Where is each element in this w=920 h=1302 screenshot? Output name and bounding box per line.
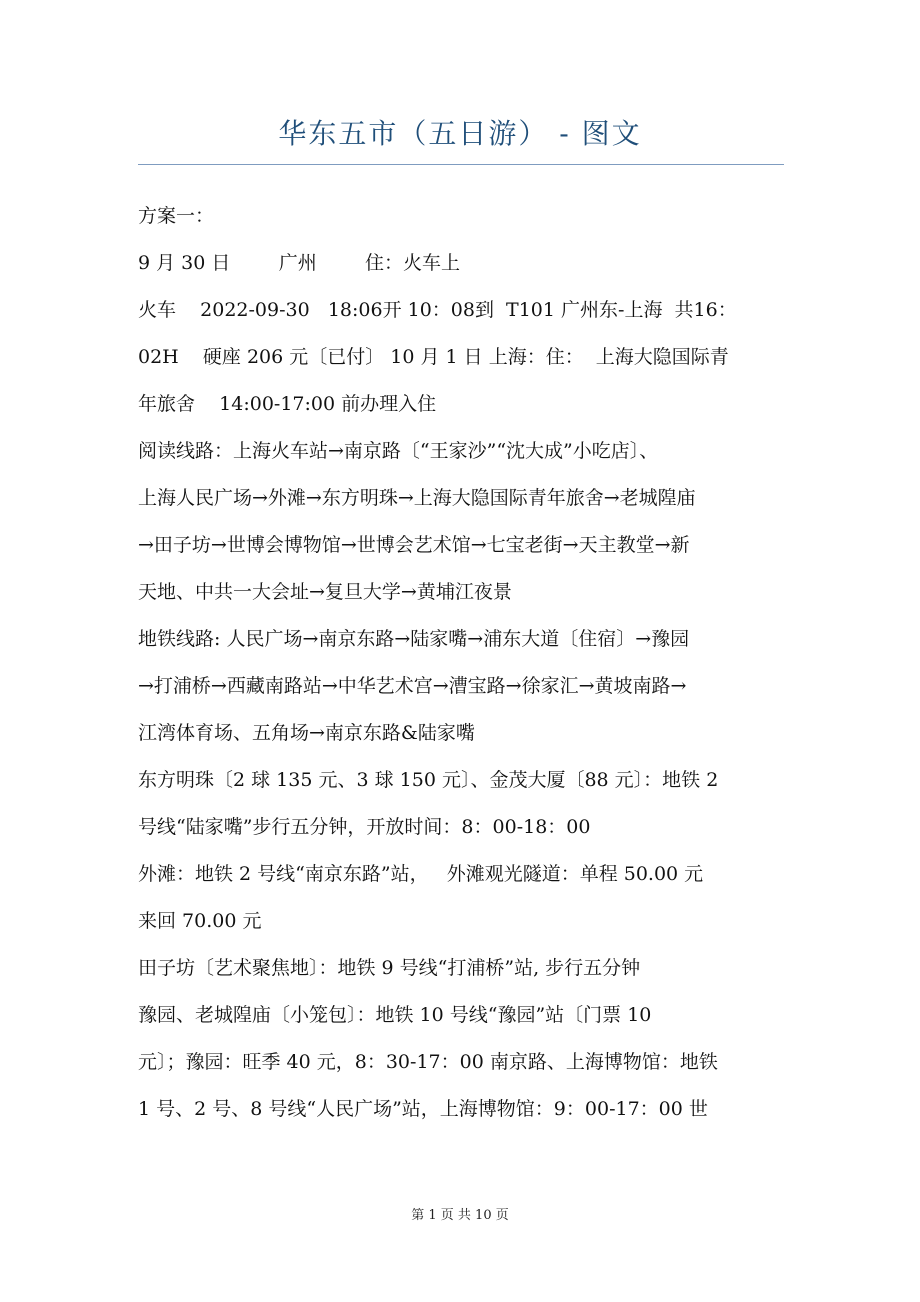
body-line: 方案一： (138, 205, 215, 227)
body-line: 地铁线路: 人民广场→南京东路→陆家嘴→浦东大道〔住宿〕→豫园 (138, 628, 690, 650)
body-line: 阅读线路：上海火车站→南京路〔“王家沙”“沈大成”小吃店〕、 (138, 440, 659, 462)
body-line: 9 月 30 日 广州 住：火车上 (138, 252, 461, 274)
body-line: 田子坊〔艺术聚焦地〕：地铁 9 号线“打浦桥”站, 步行五分钟 (138, 957, 641, 979)
body-line: 02H 硬座 206 元〔已付〕 10 月 1 日 上海：住： 上海大隐国际青 (138, 346, 729, 368)
document-title: 华东五市（五日游） - 图文 (278, 117, 642, 150)
title-underline (138, 164, 784, 165)
body-line: 来回 70.00 元 (138, 910, 262, 932)
body-line: 江湾体育场、五角场→南京东路&陆家嘴 (138, 722, 475, 744)
body-line: →打浦桥→西藏南路站→中华艺术宫→漕宝路→徐家汇→黄坡南路→ (138, 675, 687, 697)
body-line: 外滩：地铁 2 号线“南京东路”站， 外滩观光隧道：单程 50.00 元 (138, 863, 704, 885)
body-line: 号线“陆家嘴”步行五分钟，开放时间：8：00-18：00 (138, 816, 591, 838)
document-body (138, 193, 784, 1133)
page-footer: 第 1 页 共 10 页 (411, 1208, 509, 1223)
body-line: 天地、中共一大会址→复旦大学→黄埔江夜景 (138, 581, 512, 603)
body-line: 上海人民广场→外滩→东方明珠→上海大隐国际青年旅舍→老城隍庙 (138, 487, 696, 509)
body-line: 火车 2022-09-30 18:06开 10：08到 T101 广州东-上海 共16： (138, 299, 737, 321)
body-line: 元〕；豫园：旺季 40 元，8：30-17：00 南京路、上海博物馆：地铁 (138, 1051, 718, 1073)
body-line: 年旅舍 14:00-17:00 前办理入住 (138, 393, 437, 415)
body-line: 豫园、老城隍庙〔小笼包〕：地铁 10 号线“豫园”站〔门票 10 (138, 1004, 652, 1026)
body-line: →田子坊→世博会博物馆→世博会艺术馆→七宝老街→天主教堂→新 (138, 534, 690, 556)
body-line: 1 号、2 号、8 号线“人民广场”站，上海博物馆：9：00-17：00 世 (138, 1098, 708, 1120)
body-line: 东方明珠〔2 球 135 元、3 球 150 元〕、金茂大厦〔88 元〕：地铁 2 (138, 769, 719, 791)
